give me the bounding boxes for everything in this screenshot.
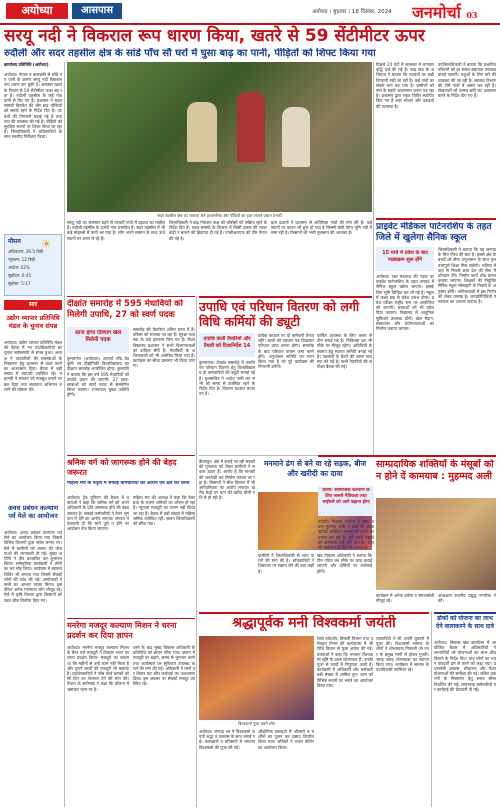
- sun-icon: ☀: [41, 237, 52, 251]
- column-divider: [196, 296, 197, 807]
- brief2-body: अयोध्या। अवध प्रबंधन कल्याण पर्व मेले का आयोजन किया गया जिसमें विभिन्न विभागों द्वारा स्टॉल लगाए गए। मेले में ग्रामीणों को शासन की योजनाओं की जानकारी दी गई। मुख्य अतिथि ने दीप प्रज्वलित कर शुभारंभ किया। सांस्कृतिक कार्यक्रमों ने लोगों का मन मोह लिया। कार्यक्रम में स्वास्थ्य शिविर भी लगाया गया जिसमें सैकड़ों लोगों की जांच की गई। आयोजकों ने सभी का आभार व्यक्त किया। इस दौरान अनेक गणमान्य लोग मौजूद रहे। मेले में कृषि विभाग द्वारा किसानों को उन्नत बीज वितरित किए गए।: [4, 530, 62, 603]
- story3-body-3: पार्किंग व्यवस्था के लिए अलग से टीम बनाई गई है। चिकित्सा दल भी मौके पर मौजूद रहेगा। अतिथियों के स्वागत हेतु स्वागत समिति बनाई गई है। पत्रकारों के बैठने की अलग व्यवस्था की गई है। सभी तैयारियों की समीक्षा बैठक की गई।: [317, 333, 372, 370]
- story4-body-1: अयोध्या। रक्षा मंत्रालय की पहल पर प्राइवेट पार्टनरशिप के तहत जनपद में सैनिक स्कूल खोला जाएगा। इसके लिए भूमि चिन्हित कर ली गई है। स्कूल में कक्षा छह से प्रवेश प्रारंभ होगा। प्रवेश परीक्षा राष्ट्रीय स्तर पर आयोजित की जाएगी। छात्राओं को भी प्रवेश दिया जाएगा। विद्यालय में आधुनिक सुविधाएं उपलब्ध होंगी। खेल मैदान, छात्रावास और प्रयोगशालाओं का निर्माण कराया जाएगा।: [376, 274, 434, 332]
- lead-photo: [67, 62, 372, 212]
- section-label: अयोध्या: [6, 3, 68, 19]
- story6-headline: साम्प्रदायिक शक्तियों के मंसूबों को न होने दें कामयाब : मुहम्मद अली: [376, 459, 494, 482]
- story2-headline: दीक्षांत समारोह में 595 मेधावियों को मिलेगी उपाधि, 27 को स्वर्ण पदक: [67, 299, 184, 320]
- column-divider: [373, 62, 374, 455]
- subsection-label: आसपास: [72, 3, 122, 19]
- story8-rule: [199, 612, 429, 614]
- story2-body-2: समारोह की तैयारियां अंतिम चरण में हैं। परिसर को सजाया जा रहा है। सुरक्षा व्यवस्था के कड़े इंतजाम किए गए हैं। विश्वविद्यालय प्रशासन ने सभी विभागाध्यक्षों को दायित्व सौंपे हैं। मेधावियों के अभिभावकों को भी आमंत्रित किया गया है। कार्यक्रम का सीधा प्रसारण भी किया जाएगा।: [133, 327, 195, 369]
- weather-title: मौसम: [8, 238, 21, 245]
- lead-body-1: सरयू नदी का जलस्तर बढ़ने से तटवर्ती गांवों में दहशत का माहौल है। रुदौली तहसील के दर्जनों गांव प्रभावित हैं। सदर तहसील में भी कई मोहल्लों में पानी भर गया है। लोग अपने सामान के साथ ऊंचे स्थानों पर शरण ले रहे हैं।: [67, 220, 165, 241]
- weather-line-3: आर्द्रता: 62%: [8, 265, 31, 270]
- lead-body-col-right1: पिछले 24 घंटों में जलस्तर में लगातार वृद्धि दर्ज की गई है। बाढ़ खंड के अभियंता ने बताया कि तटबंधों पर कड़ी निगरानी रखी जा रही है। कई गांवों का संपर्क मार्ग कट गया है। ग्रामीणों को नाव के सहारे आवागमन करना पड़ रहा है। प्रशासन द्वारा राहत शिविर स्थापित किए गए हैं जहां भोजन और दवाइयों की व्यवस्था है।: [376, 62, 434, 109]
- lead-headline: सरयू नदी ने विकराल रूप धारण किया, खतरे से 59 सेंटीमीटर ऊपर: [4, 26, 425, 46]
- left-column: [4, 62, 62, 807]
- story8-body-1: अयोध्या। जनपद भर में विश्वकर्मा जयंती श्रद्धा व उल्लास के साथ मनाई गई। कारखानों व प्रतिष्ठानों में भगवान विश्वकर्मा की पूजा की गई।: [199, 729, 255, 750]
- story3-body-1: कुमारगंज। दीक्षांत समारोह में उपाधि एवं परिधान वितरण हेतु विश्वविद्यालय के कर्मचारियों की ड्यूटी लगाई गई है। कुलसचिव ने आदेश जारी कर सभी को समय से उपस्थित रहने के निर्देश दिए हैं। वितरण काउंटर बनाए गए हैं।: [199, 360, 255, 397]
- story6-body-1: रुदौली। मिल्लत कांफ्रेंस में मुख्य वक्ता मुहम्मद अली ने कहा कि साम्प्रदायिक शक्तियां समाज को बांटने का प्रयास कर रही हैं। हमें उनके मंसूबों को कामयाब नहीं होने देना है। आपसी भाईचारा ही देश की ताकत है।: [318, 519, 374, 551]
- story4-inset-box: [376, 247, 434, 271]
- person-figure: [237, 92, 265, 162]
- story2-inset: आज होगा दिव्यांग खेल मिलेनी पदक: [74, 330, 122, 343]
- weather-box: [4, 234, 62, 296]
- weather-line-1: अधिकतम: 26.5 डिग्री: [8, 249, 44, 254]
- person-figure: [282, 107, 310, 167]
- lead-body-2: जिलाधिकारी ने बाढ़ नियंत्रण कक्ष को चौबीसों घंटे सक्रिय रहने के निर्देश दिए हैं। राहत सामग्री के वितरण में किसी प्रकार की लापरवाही न बरतने की हिदायत दी गई है। एनडीआरएफ की टीम तैनात की गई है।: [169, 220, 267, 241]
- story4-rule: [376, 218, 496, 220]
- story6-body-2: कार्यक्रम में अनेक उलेमा व समाजसेवी मौजूद रहे।: [376, 593, 434, 604]
- story10-body: अयोध्या। विकास खंड कार्यालय में आयोजित बैठक में अधिकारियों ने लाभार्थियों को योजनाओं का लाभ शीघ्र दिलाने के निर्देश दिए। पात्र लोगों का चयन पारदर्शी ढंग से करने को कहा गया। प्रधानमंत्री आवास, शौचालय और पेंशन योजनाओं की समीक्षा की गई। लंबित प्रकरणों के निस्तारण हेतु समय सीमा निर्धारित की गई। लापरवाह कर्मचारियों पर कार्रवाई की चेतावनी दी गई।: [434, 640, 496, 692]
- weather-line-2: न्यूनतम: 12 डिग्री: [8, 257, 36, 262]
- story6-body-3: अध्यक्षता स्थानीय प्रबुद्ध नागरिक ने की।: [438, 593, 496, 604]
- lead-body-3: ग्राम प्रधानों ने प्रशासन से अतिरिक्त नावों की मांग की है। कई स्थानों पर कटान भी शुरू हो गया है जिससे खेती योग्य भूमि नदी में समा रही है। किसानों को भारी नुकसान की आशंका है।: [271, 220, 372, 236]
- story5-subhead: महिला मंच के नेतृत्व में सफाई कर्मचारियों का आरोप एवं क्षेत्र का धरना: [67, 481, 190, 486]
- brief1-body: अयोध्या। उद्योग व्यापार प्रतिनिधि मंडल की बैठक में नए पदाधिकारियों का चुनाव सर्वसम्मति से संपन्न हुआ। अध्यक्ष ने व्यापारियों की समस्याओं के निस्तारण हेतु प्रशासन से वार्ता करने का आश्वासन दिया। बैठक में बड़ी संख्या में व्यापारी उपस्थित रहे। महामंत्री ने संगठन को मजबूत बनाने पर बल दिया तथा सदस्यता अभियान चलाने की घोषणा की।: [4, 340, 62, 392]
- story5-body-2: महिला मंच की अध्यक्ष ने कहा कि ठेका प्रथा के कारण श्रमिकों का शोषण हो रहा है। न्यूनतम मजदूरी का पालन नहीं किया जा रहा है। बैठक में बड़ी संख्या में महिला श्रमिक उपस्थित रहीं। ज्ञापन जिलाधिकारी को सौंपा गया।: [133, 495, 195, 527]
- left-column-divider: [64, 62, 65, 807]
- story8-body-4: व्यापारियों ने भी अपनी दुकानों में पूजा की। विश्वकर्मा समाज के लोगों ने शोभायात्रा निकाली जो नगर के प्रमुख मार्गों से होकर गुजरी। जगह जगह शोभायात्रा का स्वागत किया गया। कार्यक्रम में समाज के पदाधिकारी उपस्थित रहे।: [376, 636, 429, 673]
- story2-body-1: कुमारगंज (अयोध्या)। आचार्य नरेंद्र देव कृषि एवं प्रौद्योगिकी विश्वविद्यालय का दीक्षांत समारोह आयोजित होगा। कुलपति ने बताया कि इस वर्ष 595 मेधावियों को उपाधि प्रदान की जाएगी। 27 छात्र-छात्राओं को स्वर्ण पदक से सम्मानित किया जाएगा। राज्यपाल मुख्य अतिथि होंगी।: [67, 356, 129, 398]
- story10-headline: डोकों को योजना का लाभ देने वालाकरने के साथ दावे: [436, 615, 494, 630]
- story6-inset: प्रेरणा: सामाजिक कल्याण के लिए जरूरी नैतिकता तथा भाईचारे को आगे बढ़ाना होगा: [322, 488, 370, 505]
- story8-body-3: रेलवे वर्कशॉप, बिजली विभाग तथा परिवहन निगम की कार्यशाला में भी विधि विधान से पूजा अर्चना की गई। वक्ताओं ने कहा कि भगवान विश्वकर्मा सृष्टि के प्रथम शिल्पकार हैं। उनकी पूजा से कार्यों में निपुणता आती है। कार्यक्रमों में अधिकारी और कर्मचारी बड़ी संख्या में शामिल हुए। शाम को विभिन्न स्थानों पर भंडारे का आयोजन किया गया।: [317, 636, 373, 688]
- brand-logo: जनमोर्चा 03: [412, 3, 478, 22]
- story7-headline: मनरेगा मजदूर कल्याण मिशन ने धरना प्रदर्शन कर दिया ज्ञापन: [67, 621, 177, 640]
- weather-line-5: सूर्यास्त: 5:17: [8, 281, 31, 286]
- story8-photo-caption: विश्वकर्मा पूजा करते लोग: [238, 721, 275, 726]
- story6-rule: [318, 455, 496, 457]
- brief1-headline: उद्योग व्यापार प्रतिनिधि मंडल के चुनाव संपन्न: [6, 314, 60, 330]
- brief2-headline: अवध प्रबंधन कल्याण पर्व मेले का आयोजन: [7, 504, 59, 520]
- story5-headline: श्रमिक वर्ग को जागरूक होने की बेहद जरूरत: [67, 458, 177, 477]
- story7-body-2: धरने के बाद मुख्य विकास अधिकारी के प्रतिनिधि को ज्ञापन सौंपा गया। ज्ञापन में मजदूरी दर बढ़ाने, समय से भुगतान करने तथा कार्यस्थल पर सुविधाएं उपलब्ध कराने की मांग की गई। अधिकारी ने मांगों पर विचार कर शीघ्र कार्रवाई का आश्वासन दिया। इस अवसर पर सैकड़ों मजदूर उपस्थित रहे।: [133, 645, 195, 687]
- story3-inset-box: [199, 333, 255, 357]
- story8-body-2: औद्योगिक इकाइयों में औजारों व मशीनों का पूजन कर प्रसाद वितरित किया गया। श्रमिकों ने भजन कीर्तन का आयोजन किया।: [258, 729, 314, 750]
- story5-rule: [67, 455, 195, 456]
- story8-photo: [199, 636, 314, 720]
- story3-headline: उपाधि एवं परिधान वितरण को लगी विधि कर्मियों की ड्यूटी: [199, 299, 360, 329]
- story6-inset-box: [318, 486, 374, 516]
- lead-subheadline: रुदौली और सदर तहसील क्षेत्र के सांडे पाँच सौ घरों में घुसा बाढ़ का पानी, पीड़ितों को शिफ्ट किया गया: [4, 48, 376, 59]
- masthead-bar: [0, 0, 500, 24]
- story8-headline: श्रद्धापूर्वक मनी विश्वकर्मा जयंती: [232, 615, 396, 631]
- story2-inset-box: [67, 327, 129, 353]
- person-figure: [187, 102, 217, 162]
- story3-inset: उपाधि वाली तैयारियों और तैयारी को दिशानिर्देश 14: [203, 336, 251, 349]
- story9-body-1: बीकापुर। क्षेत्र में बनाई जा रही सड़कों की गुणवत्ता को लेकर ग्रामीणों ने सवाल उठाए हैं। आरोप है कि मानकों की अनदेखी कर निर्माण कराया जा रहा है। किसानों ने बीज वितरण में भी अनियमितता का आरोप लगाया। खरीद केंद्रों पर धान की खरीद धीमी गति से हो रही है।: [199, 459, 255, 501]
- column-divider: [431, 612, 432, 807]
- byline: कार्यालय प्रतिनिधि (अयोध्या): [4, 62, 49, 67]
- weather-line-4: सूर्योदय: 6:45: [8, 273, 32, 278]
- lead-body-col-right2: उपजिलाधिकारी ने बताया कि प्रभावित परिवारों को हर संभव सहायता उपलब्ध कराई जाएगी। पशुओं के लिए चारे की व्यवस्था की जा रही है। स्वास्थ्य विभाग की टीमें गांवों में भ्रमण कर रही हैं। लेखपालों को फसल क्षति का आकलन करने के निर्देश दिए गए हैं।: [438, 62, 496, 99]
- story9-headline: मनमाने ढंग से बने वा रहे सड़क, बीज और खरीदी का दावा: [263, 459, 367, 478]
- dateline: अयोध्या । बुधवार । 18 दिसंबर, 2024: [312, 9, 392, 15]
- lead-photo-caption: सदर तहसील क्षेत्र का जायजा लेते प्रशासनिक और पीड़ितों का हाल जानते प्रधान प्रभारी: [157, 213, 282, 218]
- story4-body-2: जिलाधिकारी ने बताया कि यह जनपद के लिए गौरव की बात है। इससे क्षेत्र के बच्चों को सैन्य अनुशासन के साथ गुणवत्तापूर्ण शिक्षा मिल सकेगी। भविष्य में यहां से निकले छात्र देश की सेवा में योगदान देंगे। निर्माण कार्य शीघ्र प्रारंभ कराया जाएगा। शिक्षकों की नियुक्ति सैनिक स्कूल सोसाइटी के नियमों के अनुसार होगी। अभिभावकों में इस निर्णय को लेकर उत्साह है। जनप्रतिनिधियों ने सरकार का आभार जताया है।: [438, 247, 496, 305]
- story5-body-1: अयोध्या। ट्रेड यूनियन की बैठक में वक्ताओं ने कहा कि श्रमिक वर्ग को अपने अधिकारों के प्रति जागरूक होने की बेहद जरूरत है। सफाई कर्मचारियों ने वेतन भुगतान में देरी का आरोप लगाया। संगठन ने चेतावनी दी कि मांगें पूरी न होने पर आंदोलन तेज किया जाएगा।: [67, 495, 129, 532]
- story4-inset: 15 मार्च में प्रवेश के बाद पाठ्यक्रम शुरू होंगे: [382, 250, 428, 263]
- story7-rule: [67, 618, 195, 619]
- lead-body-text: अयोध्या। नेपाल व बाराबंकी से छोड़े गए पानी के कारण सरयू नदी विकराल रूप धारण कर चुकी है। जलस्तर खतरे के निशान से 59 सेंटीमीटर ऊपर बह रहा है। रुदौली तहसील के कई गांव पानी से घिर गए हैं। प्रशासन ने राहत सामग्री वितरित की और बाढ़ चौकियों को सतर्क रहने के निर्देश दिए हैं। तटबंधों की निगरानी बढ़ाई गई है तथा नाव की व्यवस्था की गई है। पीड़ितों को सुरक्षित स्थानों पर शिफ्ट किया जा रहा है। जिलाधिकारी ने अधिकारियों के साथ स्थलीय निरीक्षण किया।: [4, 72, 62, 140]
- story7-body-1: अयोध्या। मनरेगा मजदूर कल्याण मिशन के बैनर तले मजदूरों ने विकास भवन पर धरना प्रदर्शन किया। मजदूरों का कहना था कि महीनों से उन्हें काम नहीं मिला है और पुराने कार्यों की मजदूरी भी बकाया है। प्रदर्शनकारियों ने जॉब कार्ड धारकों को सौ दिन का रोजगार देने की मांग की। मिशन के संयोजक ने कहा कि योजना में भ्रष्टाचार चरम पर है।: [67, 645, 129, 692]
- story3-rule: [199, 296, 372, 298]
- story4-headline: प्राइवेट मेडिकल पार्टनरशिप के तहत जिले में खुलेगा सैनिक स्कूल: [376, 222, 492, 243]
- brief-box-label: सार: [4, 300, 62, 310]
- story2-rule: [67, 296, 195, 297]
- story9-body-3: खंड विकास अधिकारी ने बताया कि टीम गठित कर मौके पर जांच कराई जाएगी और दोषियों पर कार्रवाई होगी।: [317, 553, 372, 574]
- story3-body-2: प्रत्येक काउंटर पर दो कर्मचारी तैनात रहेंगे। छात्रों को पहचान पत्र दिखाकर परिधान प्राप्त करना होगा। समारोह के बाद परिधान वापस जमा करने होंगे। अनुशासन समिति का गठन किया गया है जो पूरे कार्यक्रम की निगरानी करेगी।: [258, 333, 314, 370]
- story9-body-2: ग्रामीणों ने जिलाधिकारी से जांच कराने की मांग की है। अधिकारियों ने शिकायत पर संज्ञान लेने की बात कही है।: [258, 553, 314, 574]
- story10-rule: [434, 612, 496, 614]
- story6-photo: [376, 498, 496, 590]
- page-number: 03: [466, 10, 478, 20]
